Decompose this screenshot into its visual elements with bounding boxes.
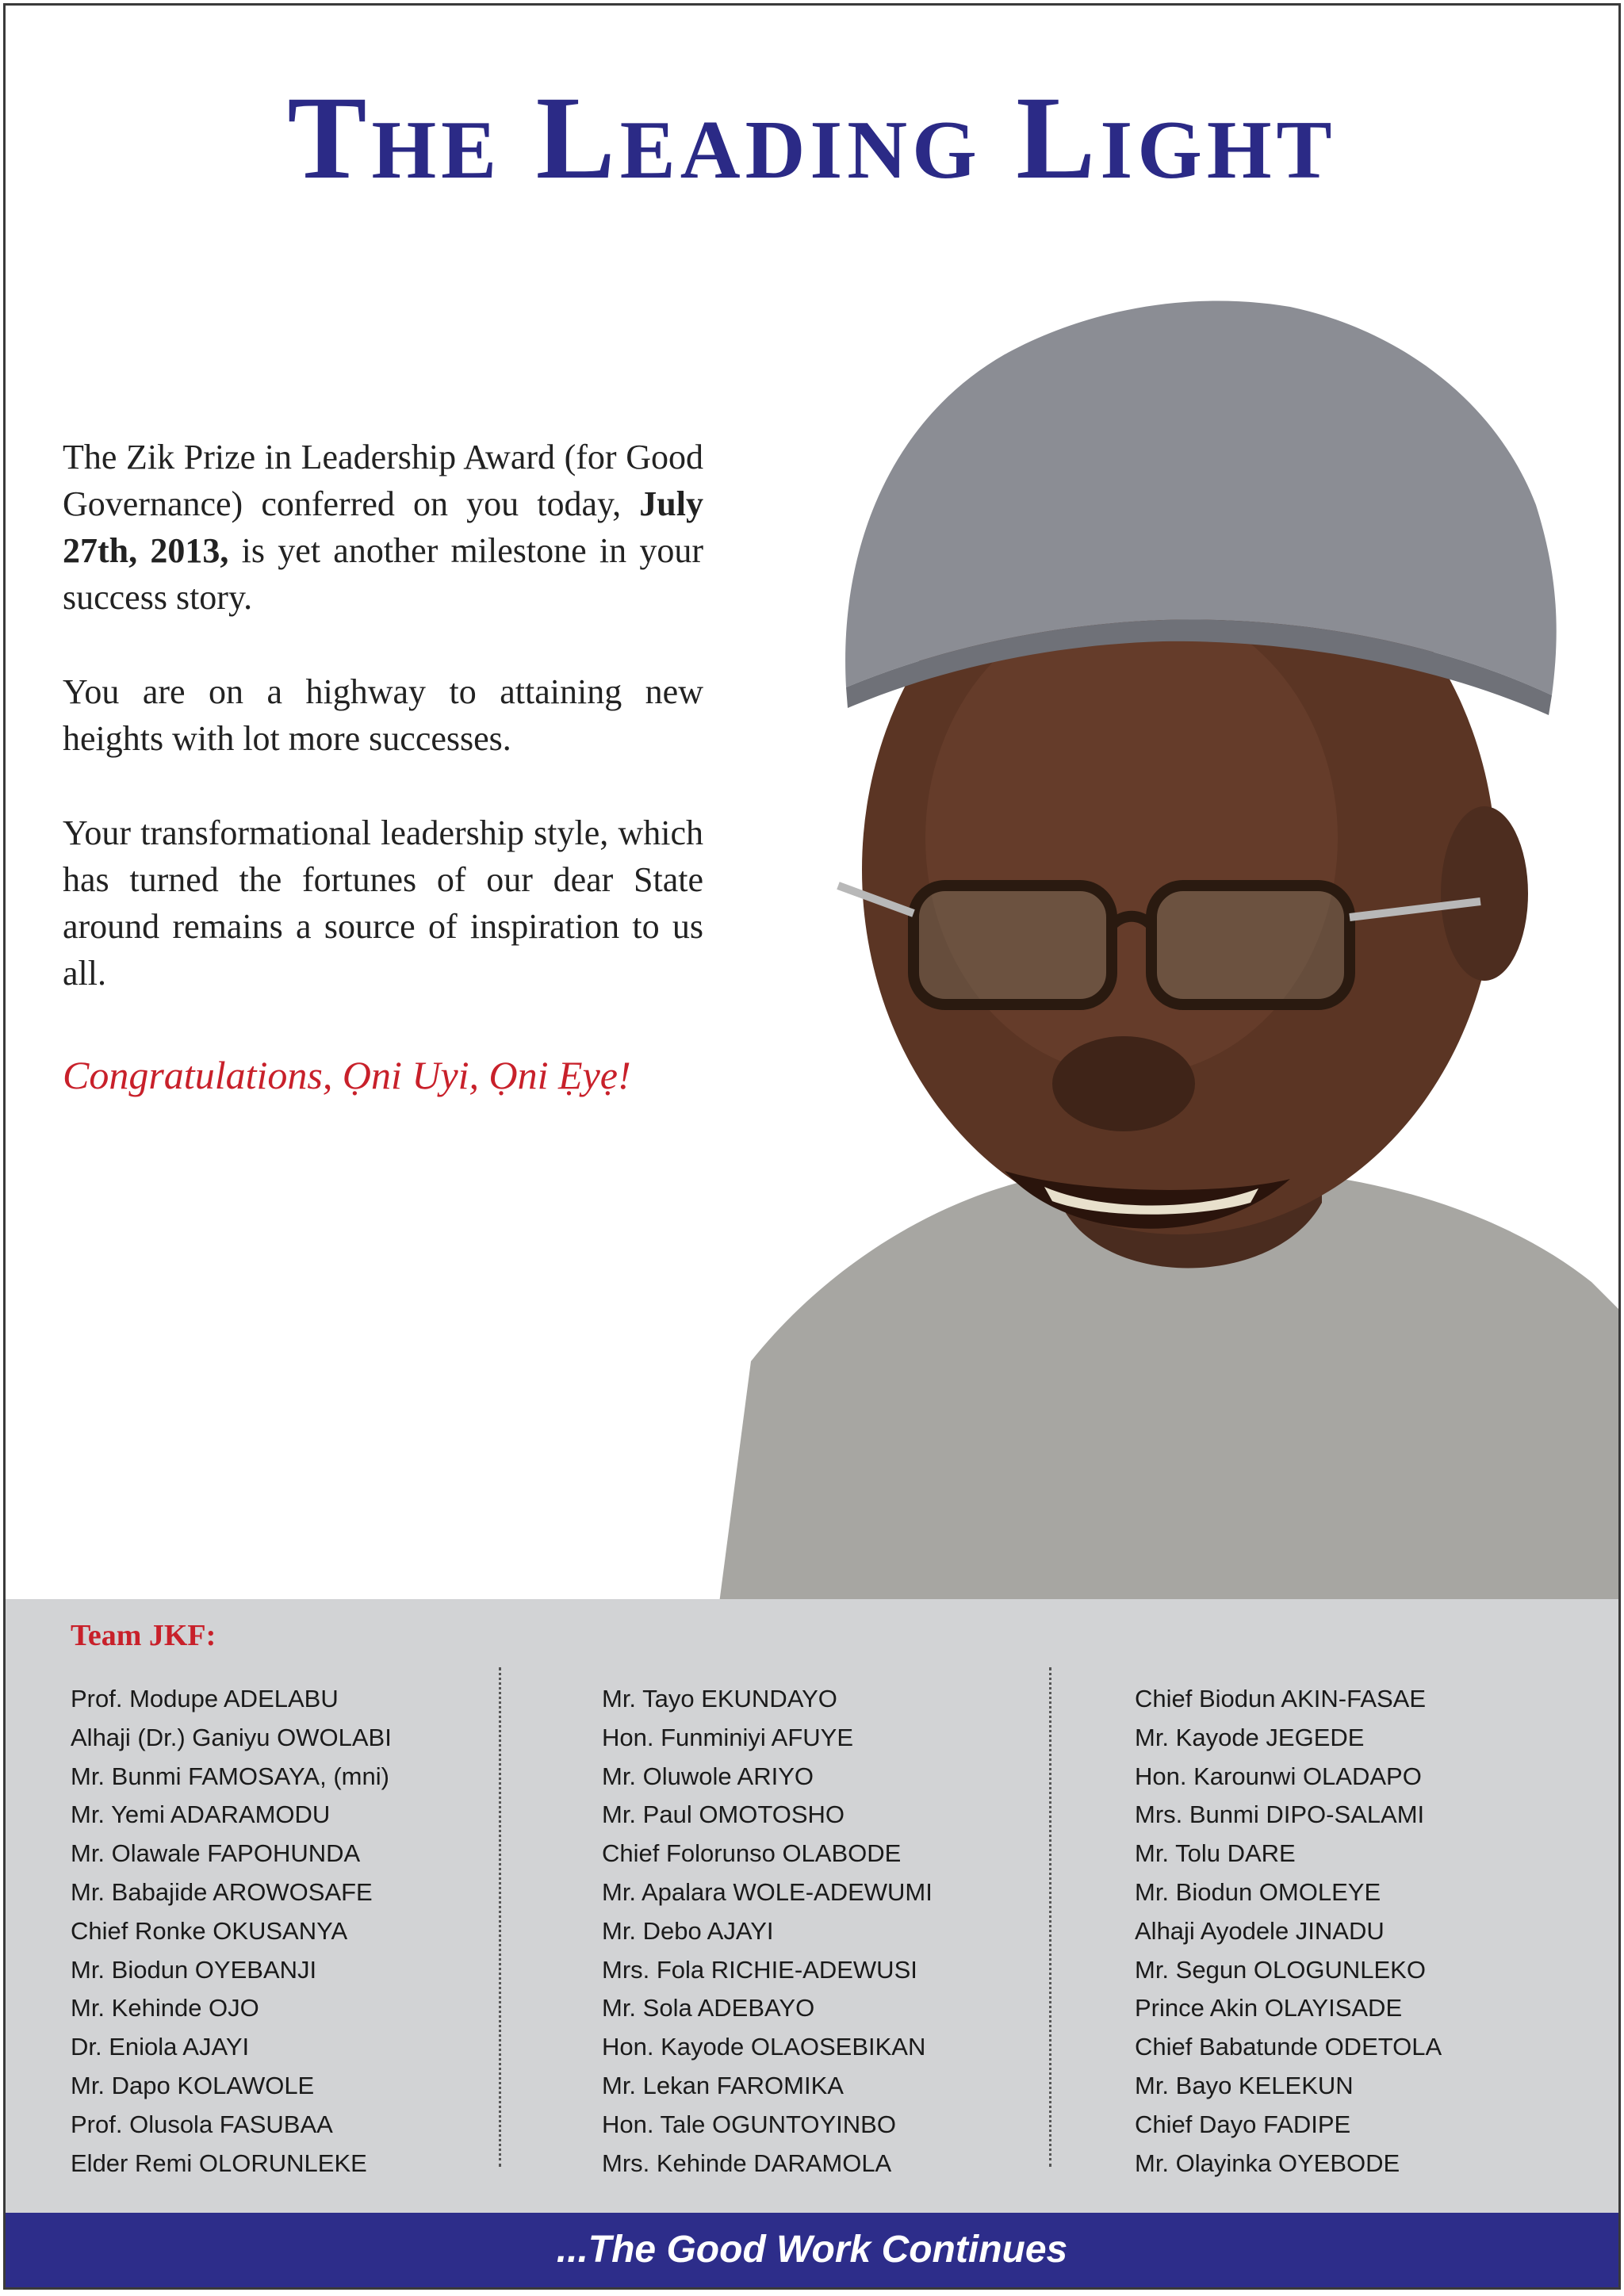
team-member: Mr. Apalara WOLE-ADEWUMI (602, 1877, 933, 1906)
team-member: Mr. Biodun OYEBANJI (71, 1955, 317, 1984)
team-member: Prof. Modupe ADELABU (71, 1685, 339, 1712)
team-member: Mr. Babajide AROWOSAFE (71, 1877, 373, 1906)
team-member: Mr. Yemi ADARAMODU (71, 1800, 331, 1829)
team-member: Chief Babatunde ODETOLA (1135, 2033, 1442, 2061)
team-member: Mr. Sola ADEBAYO (602, 1994, 815, 2022)
team-member: Mrs. Fola RICHIE-ADEWUSI (602, 1955, 917, 1984)
team-member: Prince Akin OLAYISADE (1135, 1994, 1403, 2022)
team-member: Chief Dayo FADIPE (1135, 2110, 1351, 2138)
team-member: Mr. Bunmi FAMOSAYA, (mni) (71, 1762, 389, 1790)
team-member: Hon. Kayode OLAOSEBIKAN (602, 2033, 926, 2061)
team-member: Mrs. Kehinde DARAMOLA (602, 2149, 892, 2177)
message-body (63, 434, 703, 1044)
team-member: Mrs. Bunmi DIPO-SALAMI (1135, 1800, 1425, 1829)
award-date: July 27th, 2013, (63, 484, 703, 570)
team-member: Chief Folorunso OLABODE (602, 1839, 902, 1868)
team-member: Mr. Dapo KOLAWOLE (71, 2071, 315, 2099)
team-member: Mr. Olawale FAPOHUNDA (71, 1839, 361, 1868)
team-member: Mr. Oluwole ARIYO (602, 1762, 814, 1790)
team-panel (6, 1599, 1618, 2218)
message-paragraph-2: You are on a highway to attaining new heights with lot more successes. (63, 672, 703, 758)
headline: The Leading Light (287, 72, 1337, 204)
team-member: Chief Ronke OKUSANYA (71, 1916, 348, 1945)
team-column-3 (1135, 1680, 1611, 2183)
team-member: Prof. Olusola FASUBAA (71, 2110, 333, 2138)
team-member: Mr. Debo AJAYI (602, 1916, 774, 1945)
team-column-2 (602, 1680, 1078, 2183)
team-member: Mr. Tolu DARE (1135, 1839, 1296, 1868)
team-member: Mr. Lekan FAROMIKA (602, 2071, 844, 2099)
team-member: Mr. Tayo EKUNDAYO (602, 1685, 837, 1712)
team-member: Hon. Funminiyi AFUYE (602, 1723, 853, 1751)
team-member: Hon. Tale OGUNTOYINBO (602, 2110, 896, 2138)
portrait-ear (1441, 806, 1528, 981)
team-member: Mr. Segun OLOGUNLEKO (1135, 1955, 1426, 1984)
team-member: Mr. Paul OMOTOSHO (602, 1800, 845, 1829)
team-column-1 (71, 1680, 546, 2183)
footer-bar (6, 2213, 1618, 2287)
advert-page (3, 3, 1621, 2290)
team-member: Mr. Bayo KELEKUN (1135, 2071, 1354, 2099)
message-paragraph-3: Your transformational leadership style, which has turned the fortunes of our dear State around remains a source of inspiration to us all. (63, 813, 703, 993)
team-member: Mr. Kehinde OJO (71, 1994, 259, 2022)
team-member: Elder Remi OLORUNLEKE (71, 2149, 367, 2177)
team-member: Alhaji (Dr.) Ganiyu OWOLABI (71, 1723, 392, 1751)
portrait-photo (719, 267, 1621, 1603)
team-title: Team JKF: (71, 1619, 216, 1652)
team-member: Hon. Karounwi OLADAPO (1135, 1762, 1422, 1790)
footer-slogan: ...The Good Work Continues (556, 2229, 1068, 2271)
team-member: Mr. Biodun OMOLEYE (1135, 1877, 1381, 1906)
message-paragraph-1 (63, 434, 703, 621)
team-member: Mr. Kayode JEGEDE (1135, 1723, 1365, 1751)
congratulations-line: Congratulations, Ọni Uyi, Ọni Ẹyẹ! (63, 1053, 631, 1097)
team-member: Mr. Olayinka OYEBODE (1135, 2149, 1400, 2177)
team-member: Chief Biodun AKIN-FASAE (1135, 1685, 1427, 1712)
message-text: The Zik Prize in Leadership Award (for Good Governance) conferred on you today, (63, 438, 703, 523)
message-text: is yet another milestone in your success story. (63, 531, 704, 617)
team-member: Dr. Eniola AJAYI (71, 2033, 250, 2061)
team-member: Alhaji Ayodele JINADU (1135, 1916, 1385, 1945)
